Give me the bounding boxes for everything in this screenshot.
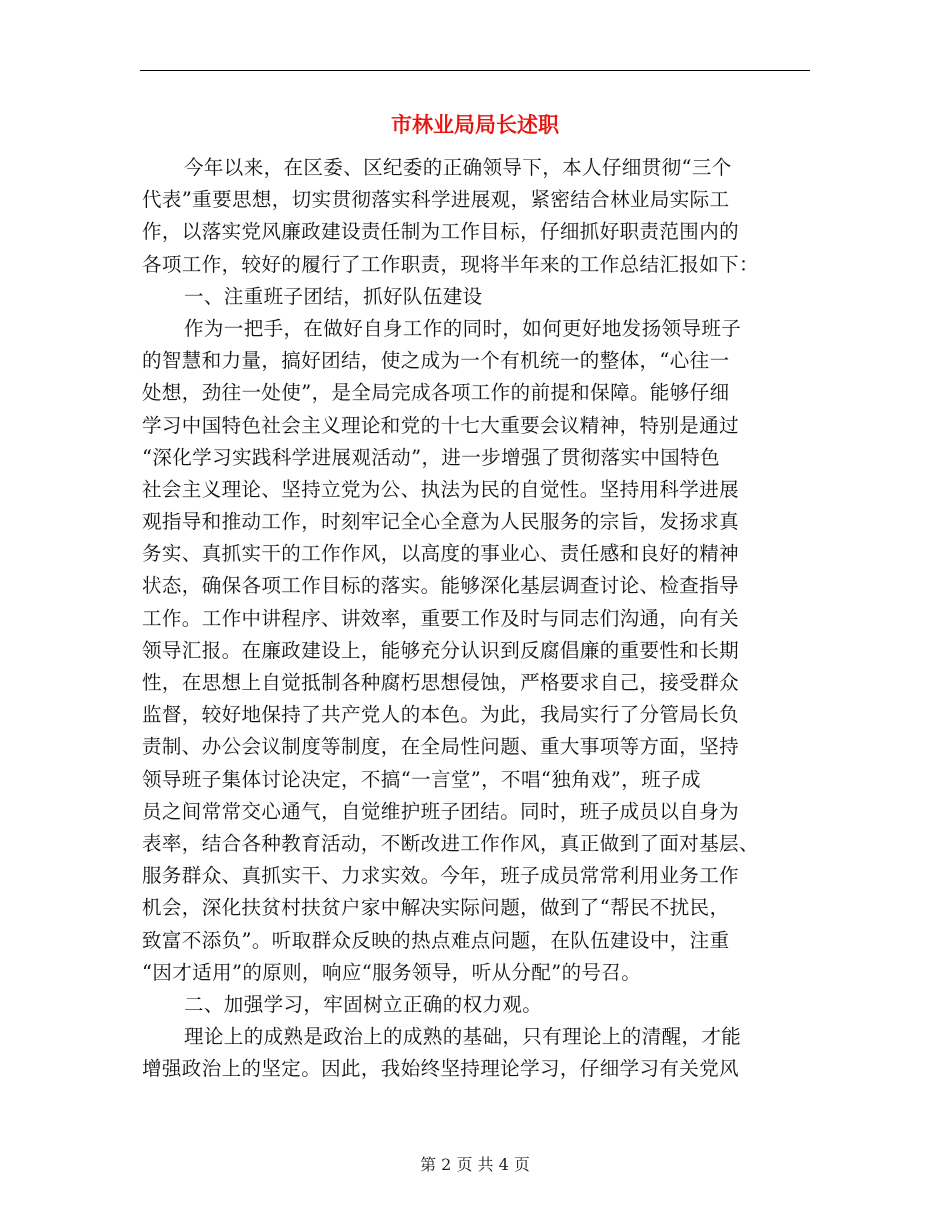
page-footer: 第 2 页 共 4 页	[420, 1155, 530, 1174]
paragraph-line: 工作。工作中讲程序、讲效率，重要工作及时与同志们沟通，向有关	[142, 606, 740, 630]
paragraph-line: 增强政治上的坚定。因此，我始终坚持理论学习，仔细学习有关党风	[142, 1057, 740, 1081]
paragraph-line: 机会，深化扶贫村扶贫户家中解决实际问题，做到了“帮民不扰民，	[142, 896, 730, 920]
section-heading: 一、注重班子团结，抓好队伍建设	[184, 284, 483, 308]
paragraph-line: 员之间常常交心通气，自觉维护班子团结。同时，班子成员以自身为	[142, 799, 740, 823]
paragraph-line: 各项工作，较好的履行了工作职责，现将半年来的工作总结汇报如下：	[142, 252, 759, 276]
paragraph-line: 代表”重要思想，切实贯彻落实科学进展观，紧密结合林业局实际工	[142, 188, 730, 212]
paragraph-line: 作为一把手，在做好自身工作的同时，如何更好地发扬领导班子	[184, 316, 742, 340]
paragraph-line: 观指导和推动工作，时刻牢记全心全意为人民服务的宗旨，发扬求真	[142, 510, 740, 534]
paragraph-line: 致富不添负”。听取群众反映的热点难点问题，在队伍建设中，注重	[142, 928, 730, 952]
paragraph-line: 理论上的成熟是政治上的成熟的基础，只有理论上的清醒，才能	[184, 1025, 742, 1049]
paragraph-line: 作，以落实党风廉政建设责任制为工作目标，仔细抓好职责范围内的	[142, 220, 740, 244]
paragraph-line: “深化学习实践科学进展观活动”，进一步增强了贯彻落实中国特色	[142, 445, 720, 469]
paragraph-line: 领导班子集体讨论决定，不搞“一言堂”，不唱“独角戏”，班子成	[142, 767, 701, 791]
paragraph-line: 今年以来，在区委、区纪委的正确领导下，本人仔细贯彻“三个	[184, 156, 732, 179]
paragraph-line: 表率，结合各种教育活动，不断改进工作作风，真正做到了面对基层、	[142, 831, 759, 855]
paragraph-line: 处想，劲往一处使”，是全局完成各项工作的前提和保障。能够仔细	[142, 381, 730, 405]
document-body	[142, 152, 812, 1085]
header-rule	[140, 70, 810, 71]
paragraph-line: 的智慧和力量，搞好团结，使之成为一个有机统一的整体，“心往一	[142, 349, 730, 373]
paragraph-line: 状态，确保各项工作目标的落实。能够深化基层调查讨论、检查指导	[142, 574, 740, 598]
paragraph-line: 性，在思想上自觉抵制各种腐朽思想侵蚀，严格要求自己，接受群众	[142, 671, 740, 694]
paragraph-line: 责制、办公会议制度等制度，在全局性问题、重大事项等方面，坚持	[142, 735, 740, 759]
document-title: 市林业局局长述职	[391, 112, 559, 137]
paragraph-line: 服务群众、真抓实干、力求实效。今年，班子成员常常利用业务工作	[142, 864, 740, 888]
paragraph-line: 学习中国特色社会主义理论和党的十七大重要会议精神，特别是通过	[142, 413, 740, 437]
paragraph-line: 领导汇报。在廉政建设上，能够充分认识到反腐倡廉的重要性和长期	[142, 638, 740, 662]
section-heading: 二、加强学习，牢固树立正确的权力观。	[184, 992, 543, 1016]
paragraph-line: 社会主义理论、坚持立党为公、执法为民的自觉性。坚持用科学进展	[142, 477, 740, 501]
paragraph-line: 监督，较好地保持了共产党人的本色。为此，我局实行了分管局长负	[142, 703, 740, 727]
paragraph-line: “因才适用”的原则，响应“服务领导，听从分配”的号召。	[142, 960, 642, 984]
paragraph-line: 务实、真抓实干的工作作风，以高度的事业心、责任感和良好的精神	[142, 542, 740, 566]
